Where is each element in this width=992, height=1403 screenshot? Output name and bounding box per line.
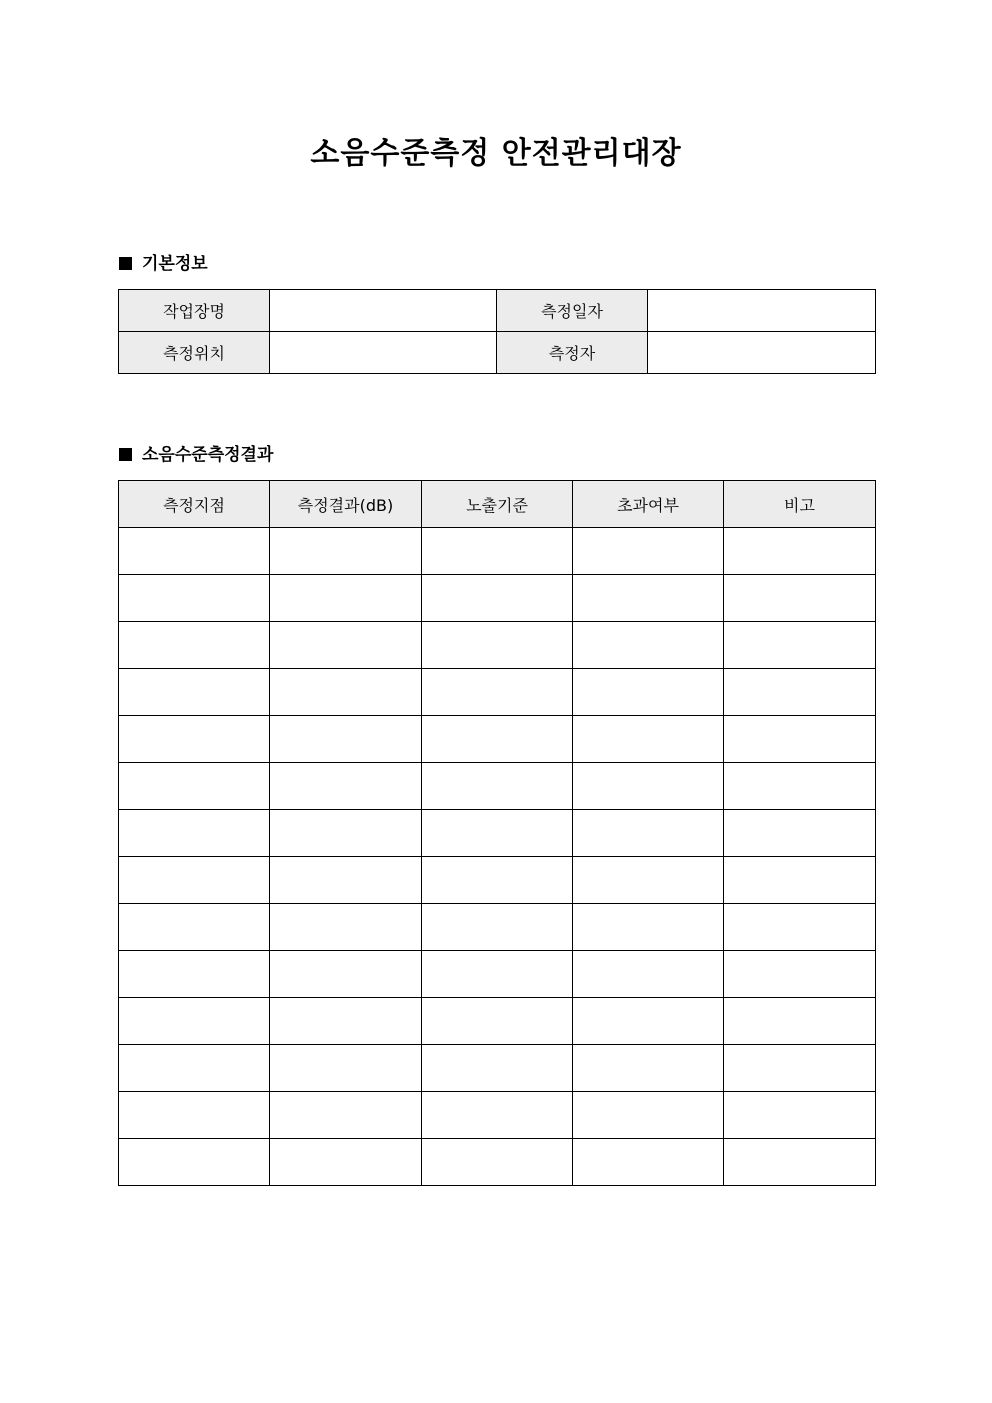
- measurement-point-cell[interactable]: [119, 904, 270, 951]
- exposure-limit-cell[interactable]: [422, 998, 573, 1045]
- table-row: [119, 290, 876, 332]
- exceeded-cell[interactable]: [573, 763, 724, 810]
- measurement-result-cell[interactable]: [270, 857, 422, 904]
- measurement-point-cell[interactable]: [119, 716, 270, 763]
- remarks-cell[interactable]: [724, 857, 876, 904]
- exposure-limit-cell[interactable]: [422, 763, 573, 810]
- measurement-point-cell[interactable]: [119, 528, 270, 575]
- section-heading-results: [119, 443, 273, 467]
- measurement-point-cell[interactable]: [119, 951, 270, 998]
- label-measurement-location: 측정위치: [119, 332, 270, 374]
- basic-info-table: [118, 289, 876, 374]
- measurement-result-cell[interactable]: [270, 669, 422, 716]
- table-row: [119, 998, 876, 1045]
- exposure-limit-cell[interactable]: [422, 904, 573, 951]
- table-row: [119, 763, 876, 810]
- remarks-cell[interactable]: [724, 763, 876, 810]
- measurement-point-cell[interactable]: [119, 1045, 270, 1092]
- measurement-point-cell[interactable]: [119, 1139, 270, 1186]
- exceeded-cell[interactable]: [573, 575, 724, 622]
- table-row: [119, 716, 876, 763]
- exposure-limit-cell[interactable]: [422, 622, 573, 669]
- measurement-result-cell[interactable]: [270, 1139, 422, 1186]
- column-header-measurement-result: 측정결과(dB): [270, 481, 422, 528]
- column-header-measurement-point: 측정지점: [119, 481, 270, 528]
- table-row: [119, 1045, 876, 1092]
- measurement-point-cell[interactable]: [119, 810, 270, 857]
- exceeded-cell[interactable]: [573, 622, 724, 669]
- exceeded-cell[interactable]: [573, 716, 724, 763]
- remarks-cell[interactable]: [724, 810, 876, 857]
- measurement-location-field[interactable]: [270, 332, 497, 374]
- remarks-cell[interactable]: [724, 575, 876, 622]
- remarks-cell[interactable]: [724, 1092, 876, 1139]
- exposure-limit-cell[interactable]: [422, 1092, 573, 1139]
- measurement-point-cell[interactable]: [119, 857, 270, 904]
- remarks-cell[interactable]: [724, 528, 876, 575]
- measurement-point-cell[interactable]: [119, 575, 270, 622]
- measurement-result-cell[interactable]: [270, 904, 422, 951]
- measurement-result-cell[interactable]: [270, 951, 422, 998]
- exceeded-cell[interactable]: [573, 1092, 724, 1139]
- section-heading-label: 소음수준측정결과: [142, 445, 274, 465]
- table-row: [119, 1139, 876, 1186]
- table-row: [119, 622, 876, 669]
- column-header-remarks: 비고: [724, 481, 876, 528]
- table-row: [119, 951, 876, 998]
- exposure-limit-cell[interactable]: [422, 810, 573, 857]
- remarks-cell[interactable]: [724, 716, 876, 763]
- table-row: [119, 669, 876, 716]
- square-bullet-icon: [119, 448, 132, 461]
- exposure-limit-cell[interactable]: [422, 1045, 573, 1092]
- measurement-result-cell[interactable]: [270, 528, 422, 575]
- exceeded-cell[interactable]: [573, 810, 724, 857]
- section-heading-label: 기본정보: [142, 254, 208, 274]
- measurement-point-cell[interactable]: [119, 1092, 270, 1139]
- measurement-result-cell[interactable]: [270, 810, 422, 857]
- table-row: [119, 575, 876, 622]
- measurement-result-cell[interactable]: [270, 1092, 422, 1139]
- measurement-result-cell[interactable]: [270, 763, 422, 810]
- exceeded-cell[interactable]: [573, 669, 724, 716]
- exposure-limit-cell[interactable]: [422, 716, 573, 763]
- measurement-result-cell[interactable]: [270, 998, 422, 1045]
- remarks-cell[interactable]: [724, 998, 876, 1045]
- exceeded-cell[interactable]: [573, 1045, 724, 1092]
- table-row: [119, 904, 876, 951]
- exposure-limit-cell[interactable]: [422, 1139, 573, 1186]
- results-table-body: [119, 528, 876, 1186]
- measurement-result-cell[interactable]: [270, 575, 422, 622]
- measurement-point-cell[interactable]: [119, 669, 270, 716]
- remarks-cell[interactable]: [724, 622, 876, 669]
- measurement-result-cell[interactable]: [270, 622, 422, 669]
- column-header-exceeded: 초과여부: [573, 481, 724, 528]
- measurement-point-cell[interactable]: [119, 998, 270, 1045]
- remarks-cell[interactable]: [724, 669, 876, 716]
- column-header-exposure-limit: 노출기준: [422, 481, 573, 528]
- remarks-cell[interactable]: [724, 1139, 876, 1186]
- exposure-limit-cell[interactable]: [422, 857, 573, 904]
- remarks-cell[interactable]: [724, 904, 876, 951]
- exceeded-cell[interactable]: [573, 857, 724, 904]
- label-workplace-name: 작업장명: [119, 290, 270, 332]
- exceeded-cell[interactable]: [573, 528, 724, 575]
- measurer-field[interactable]: [648, 332, 876, 374]
- exceeded-cell[interactable]: [573, 904, 724, 951]
- table-row: [119, 528, 876, 575]
- exposure-limit-cell[interactable]: [422, 575, 573, 622]
- square-bullet-icon: [119, 257, 132, 270]
- document-title: 소음수준측정 안전관리대장: [310, 136, 682, 171]
- exposure-limit-cell[interactable]: [422, 951, 573, 998]
- label-measurer: 측정자: [497, 332, 648, 374]
- exceeded-cell[interactable]: [573, 951, 724, 998]
- table-row: [119, 1092, 876, 1139]
- exceeded-cell[interactable]: [573, 1139, 724, 1186]
- remarks-cell[interactable]: [724, 1045, 876, 1092]
- table-row: [119, 857, 876, 904]
- section-heading-basic-info: [119, 252, 208, 276]
- results-table: [118, 480, 876, 1186]
- table-row: [119, 810, 876, 857]
- measurement-result-cell[interactable]: [270, 1045, 422, 1092]
- measurement-result-cell[interactable]: [270, 716, 422, 763]
- measurement-point-cell[interactable]: [119, 763, 270, 810]
- exceeded-cell[interactable]: [573, 998, 724, 1045]
- measurement-point-cell[interactable]: [119, 622, 270, 669]
- exposure-limit-cell[interactable]: [422, 528, 573, 575]
- label-measurement-date: 측정일자: [497, 290, 648, 332]
- table-header-row: [119, 481, 876, 528]
- table-row: [119, 332, 876, 374]
- workplace-name-field[interactable]: [270, 290, 497, 332]
- remarks-cell[interactable]: [724, 951, 876, 998]
- measurement-date-field[interactable]: [648, 290, 876, 332]
- exposure-limit-cell[interactable]: [422, 669, 573, 716]
